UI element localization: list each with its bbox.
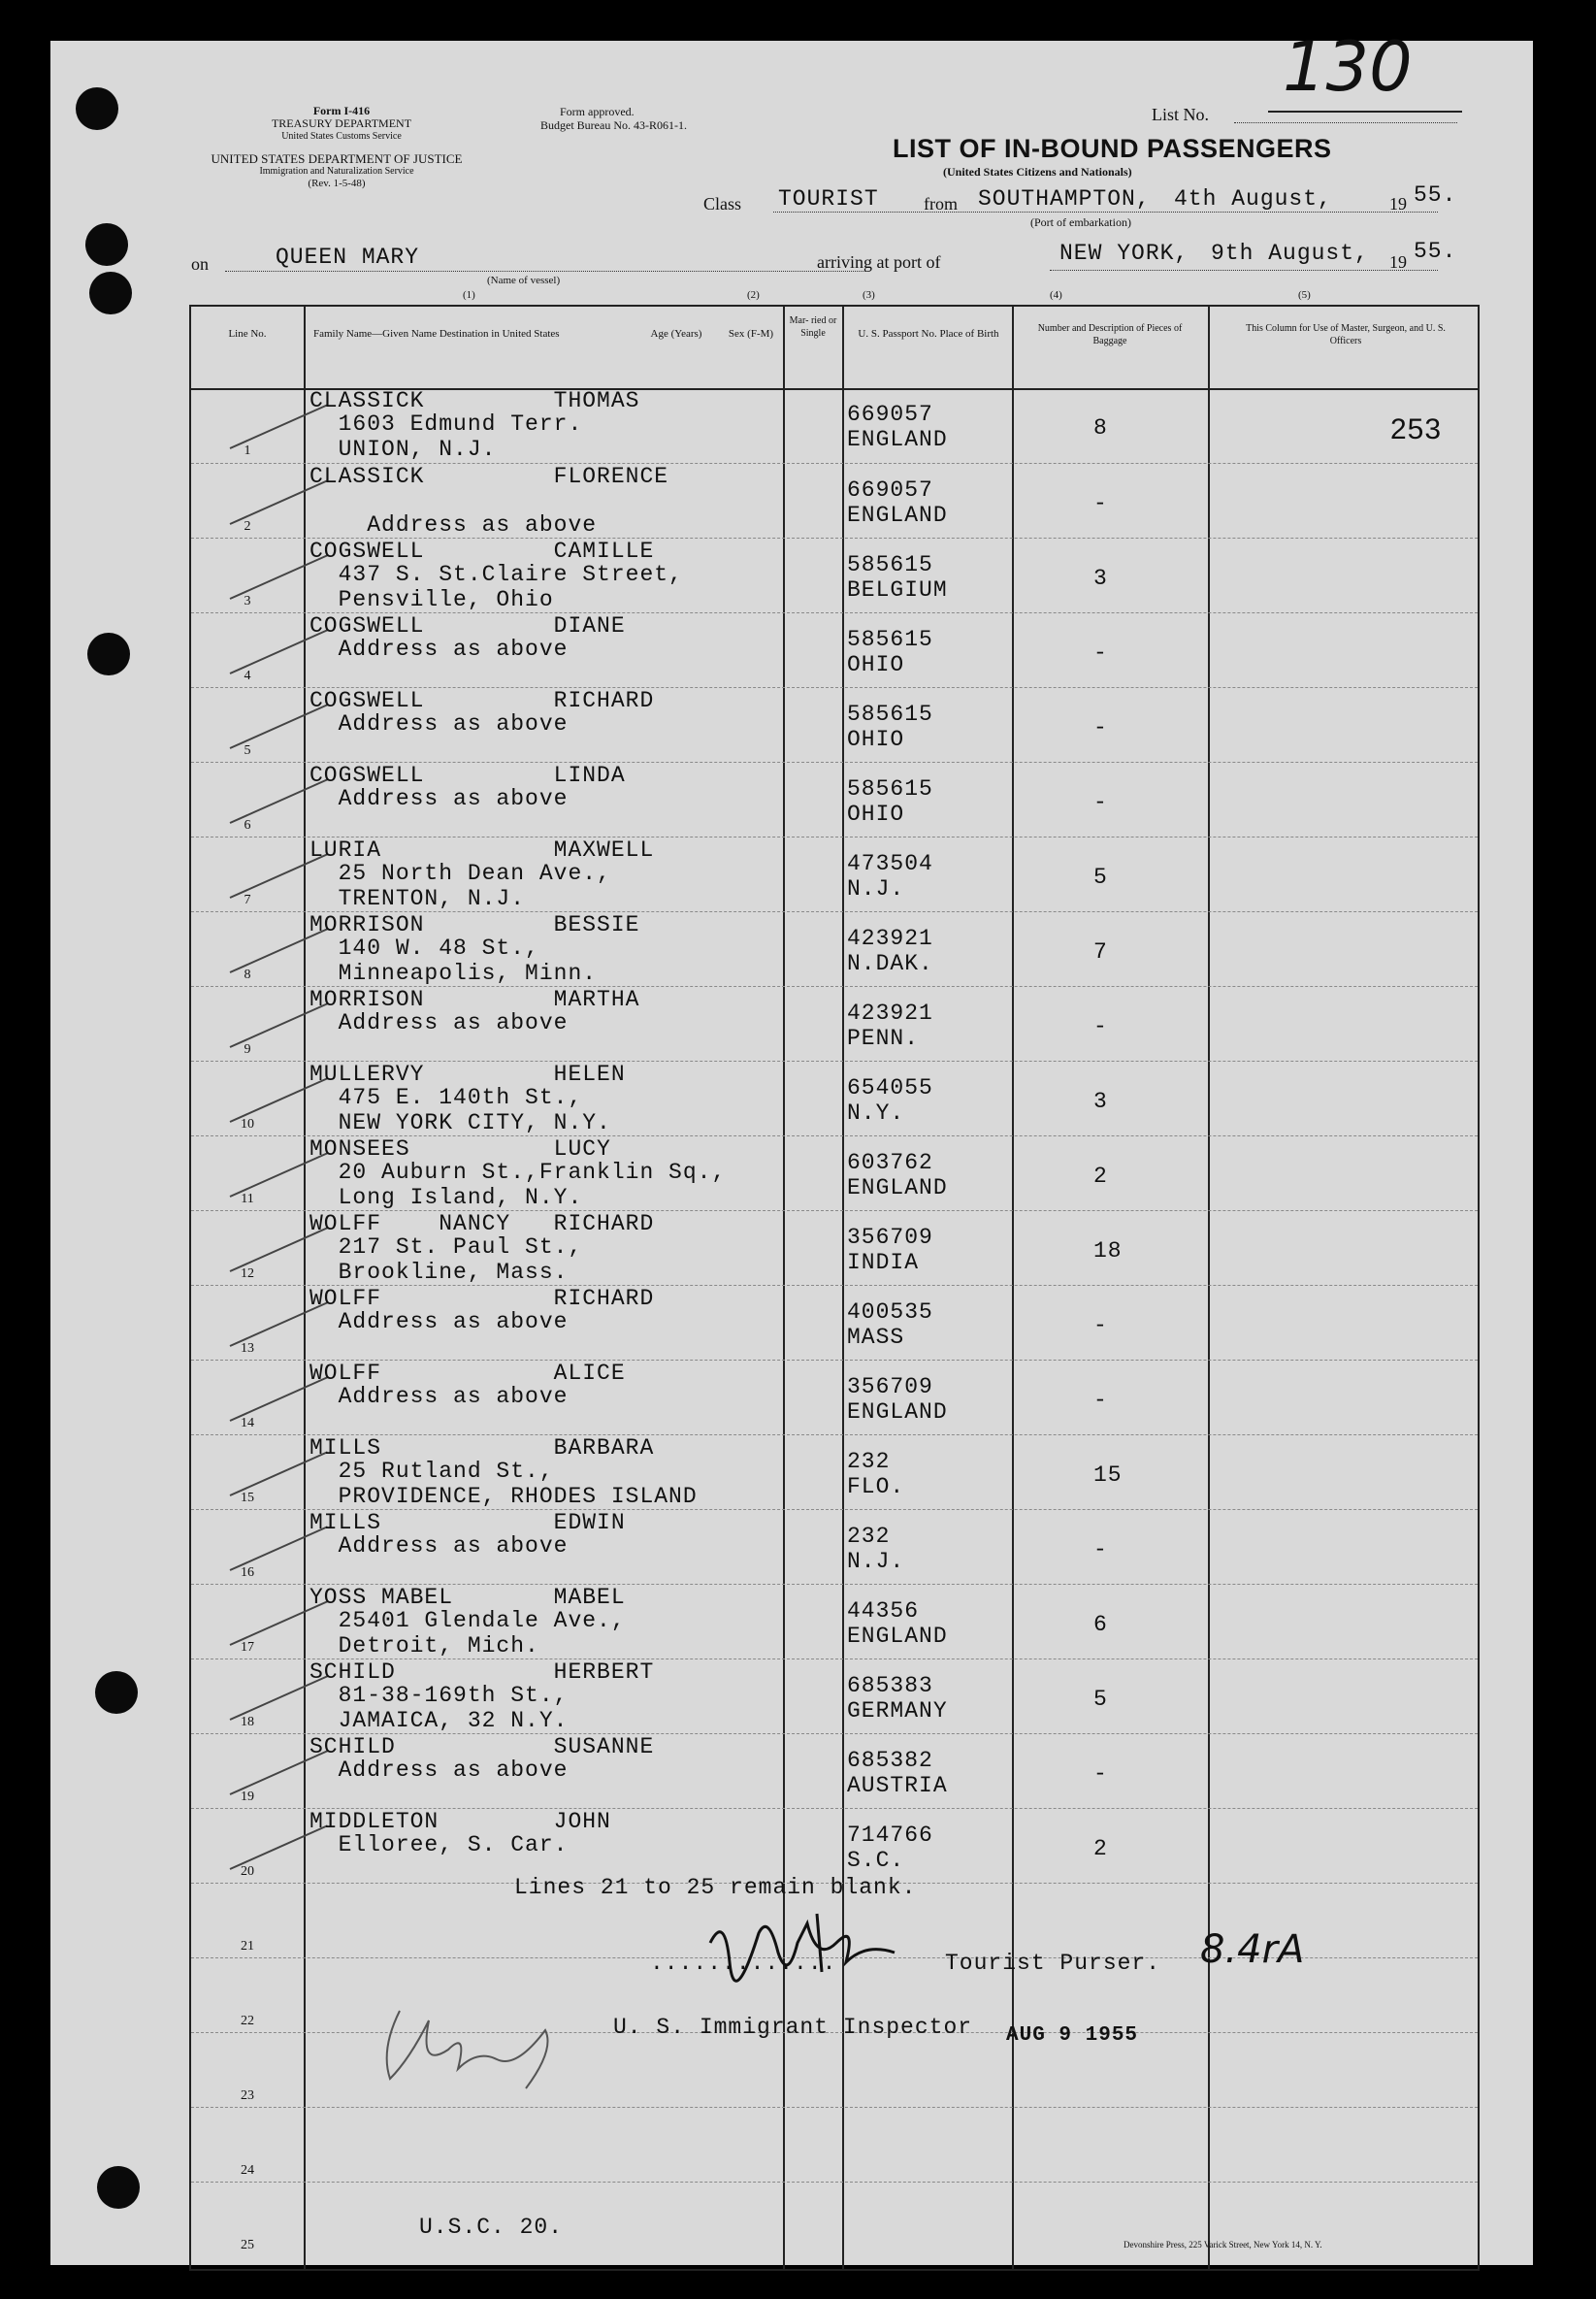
destination-address: 140 W. 48 St., Minneapolis, Minn.	[338, 936, 598, 986]
table-row	[191, 1285, 1478, 1361]
binder-hole	[95, 1671, 138, 1714]
vessel-caption: (Name of vessel)	[487, 275, 561, 286]
embark-port: SOUTHAMPTON,	[978, 186, 1151, 212]
line-number: 10	[241, 1117, 254, 1132]
line-number: 3	[244, 594, 251, 608]
line-number: 15	[241, 1491, 254, 1505]
form-subtitle: (United States Citizens and Nationals)	[943, 165, 1132, 179]
passenger-name: MORRISON MARTHA	[309, 987, 640, 1012]
vessel-line	[225, 271, 865, 272]
baggage-count: 15	[1093, 1462, 1123, 1488]
port-embark-caption: (Port of embarkation)	[1030, 215, 1131, 229]
table-row	[191, 986, 1478, 1062]
destination-address: Address as above	[309, 1757, 569, 1783]
passport-birthplace: 654055 N.Y.	[847, 1075, 933, 1126]
line-number: 12	[241, 1266, 254, 1281]
passport-birthplace: 585615 OHIO	[847, 702, 933, 752]
form-approved: Form approved.	[560, 105, 635, 118]
list-no-label: List No.	[1152, 105, 1210, 124]
passport-birthplace: 400535 MASS	[847, 1299, 933, 1350]
table-row	[191, 1135, 1478, 1211]
passport-birthplace: 232 N.J.	[847, 1524, 905, 1574]
line-number: 13	[241, 1341, 254, 1356]
line-number: 5	[244, 743, 251, 758]
line-number: 21	[241, 1939, 254, 1954]
destination-address: Address as above	[367, 512, 598, 538]
embark-year-prefix: 19	[1389, 194, 1407, 213]
inspector-stamp-date: AUG 9 1955	[1006, 2024, 1139, 2047]
inspector-signature	[371, 1991, 584, 2098]
passenger-name: COGSWELL RICHARD	[309, 688, 655, 713]
table-row	[191, 1210, 1478, 1286]
table-row	[191, 612, 1478, 688]
baggage-count: -	[1093, 1761, 1108, 1787]
printer-imprint: Devonshire Press, 225 Varick Street, New York 14, N. Y.	[1124, 2240, 1322, 2250]
line-number: 4	[244, 669, 251, 683]
line-number: 1	[244, 443, 251, 458]
purser-signature	[700, 1904, 924, 1991]
passenger-name: WOLFF NANCY RICHARD	[309, 1211, 655, 1236]
blank-lines-note: Lines 21 to 25 remain blank.	[514, 1875, 917, 1900]
passport-birthplace: 603762 ENGLAND	[847, 1150, 948, 1200]
col-number-5: (5)	[1298, 289, 1311, 301]
baggage-count: -	[1093, 1313, 1108, 1338]
baggage-count: -	[1093, 790, 1108, 815]
arrival-date: 9th August,	[1211, 241, 1369, 266]
passport-birthplace: 423921 N.DAK.	[847, 926, 933, 976]
passport-birthplace: 356709 INDIA	[847, 1225, 933, 1275]
line-number: 20	[241, 1864, 254, 1879]
class-label: Class	[703, 194, 742, 213]
table-row	[191, 1360, 1478, 1435]
passenger-name: WOLFF ALICE	[309, 1361, 626, 1386]
passenger-name: CLASSICK THOMAS	[309, 388, 640, 413]
baggage-count: -	[1093, 1014, 1108, 1039]
col-header-age: Age (Years)	[650, 328, 702, 340]
baggage-count: 5	[1093, 1687, 1108, 1712]
form-code: U.S.C. 20.	[419, 2215, 564, 2240]
col-number-4: (4)	[1050, 289, 1062, 301]
purser-label: Tourist Purser.	[945, 1951, 1161, 1976]
passenger-name: MULLERVY HELEN	[309, 1062, 626, 1087]
destination-address: 25 North Dean Ave., TRENTON, N.J.	[338, 861, 611, 911]
line-number: 11	[241, 1192, 254, 1206]
form-title: LIST OF IN-BOUND PASSENGERS	[893, 134, 1332, 163]
passport-birthplace: 44356 ENGLAND	[847, 1598, 948, 1649]
destination-address: 437 S. St.Claire Street, Pensville, Ohio	[338, 562, 683, 612]
passport-birthplace: 585615 OHIO	[847, 627, 933, 677]
line-number: 24	[241, 2163, 254, 2178]
baggage-count: -	[1093, 1537, 1108, 1562]
passport-birthplace: 585615 OHIO	[847, 776, 933, 827]
baggage-count: 3	[1093, 1089, 1108, 1114]
baggage-count: -	[1093, 640, 1108, 666]
baggage-count: -	[1093, 491, 1108, 516]
form-approval	[540, 105, 687, 132]
table-row	[191, 687, 1478, 763]
line-number: 8	[244, 968, 251, 982]
destination-address: Elloree, S. Car.	[309, 1832, 569, 1857]
baggage-count: 8	[1093, 415, 1108, 441]
col-header-passport: U. S. Passport No. Place of Birth	[858, 328, 999, 340]
line-number: 9	[244, 1042, 251, 1057]
arrival-port: NEW YORK,	[1059, 241, 1189, 266]
table-row	[191, 1584, 1478, 1659]
binder-hole	[89, 272, 132, 314]
class-line	[773, 212, 1438, 213]
passenger-name: MILLS BARBARA	[309, 1435, 655, 1461]
table-row	[191, 1434, 1478, 1510]
baggage-count: -	[1093, 715, 1108, 740]
page-number-underline	[1268, 111, 1462, 113]
table-row	[191, 1808, 1478, 1884]
embark-date: 4th August,	[1174, 186, 1332, 212]
table-row	[191, 911, 1478, 987]
line-number: 7	[244, 893, 251, 907]
passenger-name: MORRISON BESSIE	[309, 912, 640, 937]
arrival-year: 55.	[1414, 239, 1457, 264]
destination-address: Address as above	[309, 711, 569, 737]
passenger-name: MONSEES LUCY	[309, 1136, 611, 1162]
destination-address: 20 Auburn St.,Franklin Sq., Long Island, N.Y.	[338, 1160, 727, 1210]
col-header-line: Line No.	[228, 328, 267, 340]
officer-note: 253	[1390, 413, 1443, 445]
passenger-name: COGSWELL CAMILLE	[309, 539, 655, 564]
baggage-count: 6	[1093, 1612, 1108, 1637]
table-row	[191, 837, 1478, 912]
passenger-name: LURIA MAXWELL	[309, 837, 655, 863]
line-number: 22	[241, 2014, 254, 2028]
binder-hole	[85, 223, 128, 266]
baggage-count: 18	[1093, 1238, 1123, 1264]
passport-birthplace: 669057 ENGLAND	[847, 402, 948, 452]
destination-address: 1603 Edmund Terr. UNION, N.J.	[338, 411, 583, 462]
binder-hole	[97, 2166, 140, 2209]
passenger-name: SCHILD SUSANNE	[309, 1734, 655, 1759]
destination-address: Address as above	[309, 1309, 569, 1334]
table-row	[191, 463, 1478, 539]
revision: (Rev. 1-5-48)	[308, 178, 366, 189]
passenger-name: CLASSICK FLORENCE	[309, 464, 669, 489]
line-number: 23	[241, 2088, 254, 2103]
binder-hole	[76, 87, 118, 130]
arrival-year-prefix: 19	[1389, 252, 1407, 272]
line-number: 14	[241, 1416, 254, 1430]
baggage-count: 2	[1093, 1164, 1108, 1189]
table-row	[191, 1509, 1478, 1585]
embark-year: 55.	[1414, 182, 1457, 208]
table-row	[191, 1061, 1478, 1136]
ins-service: Immigration and Naturalization Service	[259, 166, 414, 177]
baggage-count: 7	[1093, 939, 1108, 965]
passenger-name: YOSS MABEL MABEL	[309, 1585, 626, 1610]
form-agency-block	[225, 105, 458, 143]
customs-service: United States Customs Service	[281, 131, 402, 142]
inspector-label: U. S. Immigrant Inspector	[613, 2015, 973, 2040]
passport-birthplace: 669057 ENGLAND	[847, 477, 948, 528]
passenger-name: COGSWELL DIANE	[309, 613, 626, 639]
passenger-name: MILLS EDWIN	[309, 1510, 626, 1535]
justice-block	[186, 152, 487, 190]
passport-birthplace: 685382 AUSTRIA	[847, 1748, 948, 1798]
col-header-baggage: Number and Description of Pieces of Baggage	[1037, 323, 1183, 346]
col-header-married: Mar- ried or Single	[789, 315, 837, 339]
line-number: 16	[241, 1565, 254, 1580]
table-row	[191, 1733, 1478, 1809]
destination-address: 25 Rutland St., PROVIDENCE, RHODES ISLAND	[338, 1459, 698, 1509]
line-number: 25	[241, 2238, 254, 2252]
baggage-count: 2	[1093, 1836, 1108, 1861]
passenger-name: MIDDLETON JOHN	[309, 1809, 611, 1834]
passport-birthplace: 714766 S.C.	[847, 1823, 933, 1873]
passport-birthplace: 585615 BELGIUM	[847, 552, 948, 603]
col-header-officers: This Column for Use of Master, Surgeon, and U. S. Officers	[1246, 323, 1446, 346]
table-row	[191, 538, 1478, 613]
destination-address: 475 E. 140th St., NEW YORK CITY, N.Y.	[338, 1085, 611, 1135]
purser-dots: .............	[650, 1951, 837, 1976]
baggage-count: -	[1093, 1388, 1108, 1413]
passport-birthplace: 232 FLO.	[847, 1449, 905, 1499]
passport-birthplace: 356709 ENGLAND	[847, 1374, 948, 1425]
line-number: 19	[241, 1790, 254, 1804]
destination-address: Address as above	[309, 1384, 569, 1409]
baggage-count: 5	[1093, 865, 1108, 890]
list-no-field	[1234, 122, 1457, 123]
destination-address: Address as above	[309, 637, 569, 662]
table-row	[191, 1659, 1478, 1734]
line-number: 6	[244, 818, 251, 833]
col-header-sex: Sex (F-M)	[728, 328, 774, 340]
col-number-1: (1)	[463, 289, 475, 301]
destination-address: 25401 Glendale Ave., Detroit, Mich.	[338, 1608, 626, 1659]
line-number: 17	[241, 1640, 254, 1655]
destination-address: 217 St. Paul St., Brookline, Mass.	[338, 1234, 583, 1285]
justice-dept: UNITED STATES DEPARTMENT OF JUSTICE	[211, 151, 463, 166]
table-row	[191, 388, 1478, 463]
class-value: TOURIST	[778, 186, 879, 212]
table-row	[191, 2107, 1478, 2183]
passenger-name: SCHILD HERBERT	[309, 1659, 655, 1685]
passenger-name: COGSWELL LINDA	[309, 763, 626, 788]
destination-address: Address as above	[309, 786, 569, 811]
line-number: 2	[244, 519, 251, 534]
handwritten-page-number: 130	[1283, 27, 1413, 107]
purser-handwritten-note: 8.4rA	[1200, 1927, 1305, 1972]
destination-address: Address as above	[309, 1533, 569, 1559]
col-number-2: (2)	[747, 289, 760, 301]
col-number-3: (3)	[863, 289, 875, 301]
from-label: from	[924, 194, 958, 213]
treasury-dept: TREASURY DEPARTMENT	[271, 116, 412, 130]
manifest-page	[50, 27, 1533, 2265]
arrival-line	[1050, 270, 1438, 271]
arriving-label: arriving at port of	[817, 252, 941, 272]
vessel-name: QUEEN MARY	[276, 245, 420, 270]
budget-bureau: Budget Bureau No. 43-R061-1.	[540, 118, 687, 132]
destination-address: 81-38-169th St., JAMAICA, 32 N.Y.	[338, 1683, 569, 1733]
passenger-name: WOLFF RICHARD	[309, 1286, 655, 1311]
baggage-count: 3	[1093, 566, 1108, 591]
col-header-name: Family Name—Given Name Destination in United States	[313, 328, 560, 340]
passport-birthplace: 423921 PENN.	[847, 1001, 933, 1051]
binder-hole	[87, 633, 130, 675]
passport-birthplace: 473504 N.J.	[847, 851, 933, 902]
form-number: Form I-416	[312, 104, 371, 117]
table-row	[191, 762, 1478, 837]
line-number: 18	[241, 1715, 254, 1729]
passport-birthplace: 685383 GERMANY	[847, 1673, 948, 1724]
destination-address: Address as above	[309, 1010, 569, 1035]
on-label: on	[191, 254, 209, 274]
